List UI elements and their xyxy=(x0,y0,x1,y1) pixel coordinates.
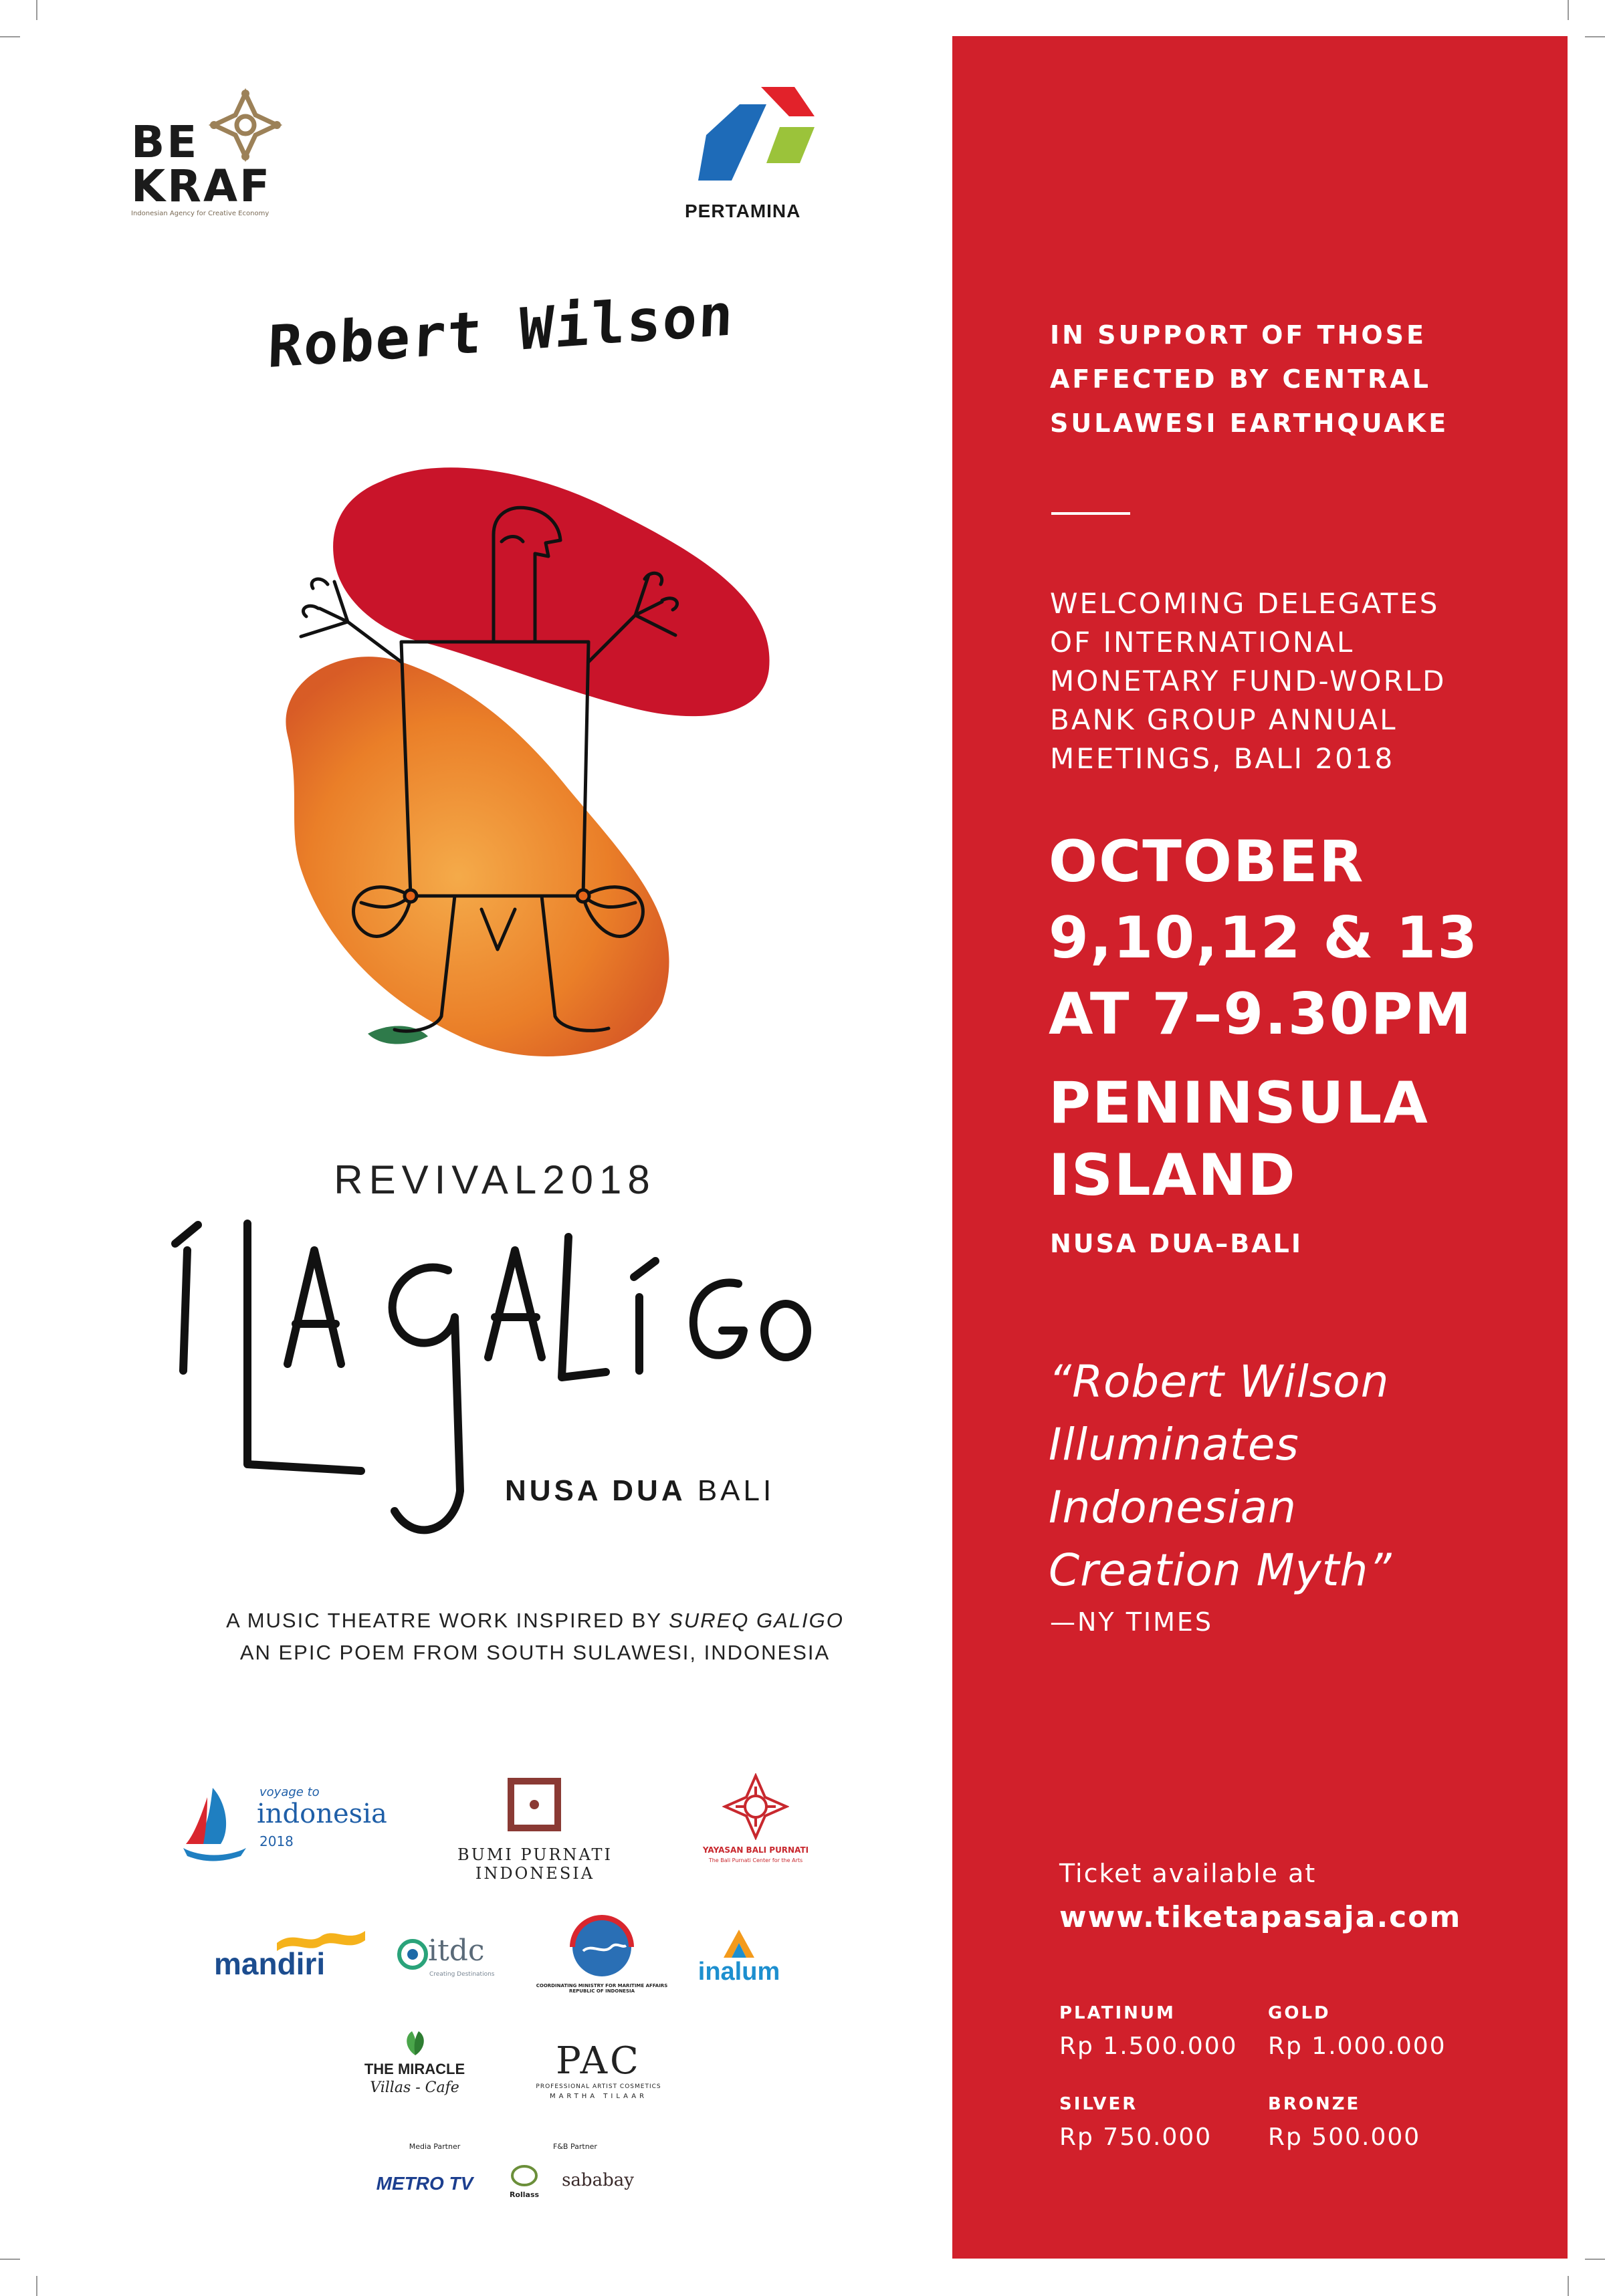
metro-tv-name: METRO TV xyxy=(376,2173,473,2194)
pac-subtitle-1: PROFESSIONAL ARTIST COSMETICS xyxy=(536,2083,661,2090)
description-line-2: AN EPIC POEM FROM SOUTH SULAWESI, INDONESIA xyxy=(239,1641,831,1664)
itdc-mark-icon xyxy=(396,1938,429,1971)
bekraf-logo-line1: BE xyxy=(131,116,199,168)
tier-name: BRONZE xyxy=(1268,2094,1361,2114)
bekraf-ornament-icon xyxy=(209,88,282,162)
inalum-mark-icon xyxy=(722,1928,756,1959)
ticket-label: Ticket available at xyxy=(1059,1859,1317,1888)
venue-line: PENINSULA xyxy=(1049,1070,1429,1137)
tier-price: Rp 1.000.000 xyxy=(1268,2033,1447,2060)
description-italic: SUREQ GALIGO xyxy=(669,1609,844,1632)
support-line: AFFECTED BY CENTRAL xyxy=(1050,364,1431,394)
tier-name: SILVER xyxy=(1059,2094,1138,2114)
ticket-tier-bronze xyxy=(1268,2094,1420,2151)
welcome-line: OF INTERNATIONAL xyxy=(1050,626,1355,659)
itdc-logo xyxy=(396,1934,503,1987)
tier-price: Rp 500.000 xyxy=(1268,2123,1421,2151)
date-line: 9,10,12 & 13 xyxy=(1049,905,1479,971)
support-line: SULAWESI EARTHQUAKE xyxy=(1050,409,1449,438)
mandiri-logo xyxy=(214,1926,368,1979)
title-location-rest: BALI xyxy=(685,1474,775,1507)
date-line: OCTOBER xyxy=(1049,828,1365,895)
bumi-purnati-logo xyxy=(395,1776,675,1883)
crop-mark xyxy=(1585,36,1605,37)
itdc-subtitle: Creating Destinations xyxy=(429,1971,495,1978)
pac-logo xyxy=(522,2039,675,2099)
yayasan-ornament-icon xyxy=(722,1773,789,1840)
tier-name: GOLD xyxy=(1268,2003,1331,2023)
maritime-ministry-name: COORDINATING MINISTRY FOR MARITIME AFFAIRS REPUBLIC OF INDONESIA xyxy=(536,1983,668,1994)
bumi-purnati-mark-icon xyxy=(506,1776,563,1833)
yayasan-bali-purnati-logo xyxy=(696,1773,816,1873)
crop-mark xyxy=(0,2259,20,2260)
fb-partner-label: F&B Partner xyxy=(553,2142,597,2151)
artist-signature: Robert Wilson xyxy=(266,281,736,382)
tier-price: Rp 750.000 xyxy=(1059,2123,1212,2151)
tier-name: PLATINUM xyxy=(1059,2003,1176,2023)
ticket-tier-silver xyxy=(1059,2094,1212,2151)
orange-brush-stroke xyxy=(286,657,669,1056)
bekraf-logo-line2: KRAF xyxy=(131,160,272,212)
venue-line: ISLAND xyxy=(1049,1142,1297,1209)
crop-mark xyxy=(1568,2276,1569,2296)
divider xyxy=(1051,512,1130,515)
quote-line: “Robert Wilson xyxy=(1049,1356,1390,1407)
press-quote xyxy=(1049,1351,1530,1602)
show-description xyxy=(134,1605,936,1669)
the-miracle-line1: THE MIRACLE xyxy=(364,2061,465,2077)
metro-tv-logo xyxy=(368,2173,481,2200)
sailboat-icon xyxy=(181,1784,247,1861)
earthquake-support-text xyxy=(1050,313,1518,445)
description-prefix: A MUSIC THEATRE WORK INSPIRED BY xyxy=(226,1609,669,1632)
title-location-bold: NUSA DUA xyxy=(505,1474,686,1507)
leaf-icon xyxy=(399,2029,432,2058)
mandiri-name: mandiri xyxy=(214,1946,326,1981)
welcome-line: BANK GROUP ANNUAL xyxy=(1050,703,1398,736)
venue-location: NUSA DUA–BALI xyxy=(1050,1229,1303,1258)
support-line: IN SUPPORT OF THOSE xyxy=(1050,320,1426,350)
revival-label: REVIVAL2018 xyxy=(334,1157,656,1202)
rollass-name: Rollass xyxy=(509,2190,540,2199)
ticket-link[interactable]: www.tiketapasaja.com xyxy=(1059,1900,1462,1934)
crop-mark xyxy=(0,36,20,37)
welcome-line: WELCOMING DELEGATES xyxy=(1050,587,1440,620)
the-miracle-line2: Villas - Cafe xyxy=(370,2079,459,2096)
inalum-logo xyxy=(689,1928,789,1988)
voyage-line1: voyage to xyxy=(259,1785,320,1799)
event-venue xyxy=(1049,1067,1530,1212)
pac-name: PAC xyxy=(556,2039,641,2083)
quote-source: —NY TIMES xyxy=(1050,1607,1214,1637)
voyage-line2: indonesia xyxy=(257,1799,387,1829)
figure-illustration xyxy=(261,441,796,1070)
ticket-tier-platinum xyxy=(1059,2003,1238,2060)
rollass-logo xyxy=(504,2164,544,2206)
welcome-line: MEETINGS, BALI 2018 xyxy=(1050,742,1395,775)
crop-mark xyxy=(1585,2259,1605,2260)
quote-line: Illuminates xyxy=(1049,1419,1299,1470)
quote-line: Indonesian xyxy=(1049,1482,1297,1533)
event-date xyxy=(1049,824,1530,1052)
pac-subtitle-2: MARTHA TILAAR xyxy=(549,2093,648,2100)
maritime-globe-icon xyxy=(568,1914,635,1980)
voyage-indonesia-logo xyxy=(181,1778,387,1865)
show-title-logo xyxy=(160,1197,816,1571)
pertamina-logo xyxy=(682,84,829,225)
bumi-purnati-name: BUMI PURNATI INDONESIA xyxy=(457,1845,613,1883)
welcome-text xyxy=(1050,584,1518,778)
sababay-logo xyxy=(558,2170,638,2197)
crop-mark xyxy=(36,0,37,20)
bekraf-logo xyxy=(131,92,285,226)
yayasan-name: YAYASAN BALI PURNATI xyxy=(702,1845,809,1855)
crop-mark xyxy=(36,2276,37,2296)
maritime-ministry-logo xyxy=(535,1914,669,2000)
itdc-name: itdc xyxy=(428,1934,485,1968)
the-miracle-logo xyxy=(348,2029,481,2102)
pertamina-mark-icon xyxy=(687,84,821,191)
voyage-line3: 2018 xyxy=(259,1833,294,1849)
ticket-tier-gold xyxy=(1268,2003,1447,2060)
sababay-name: sababay xyxy=(562,2170,634,2190)
quote-line: Creation Myth” xyxy=(1049,1544,1392,1596)
pertamina-name: PERTAMINA xyxy=(685,201,801,221)
crop-mark xyxy=(1568,0,1569,20)
description-line-1 xyxy=(134,1605,936,1637)
date-line: AT 7–9.30PM xyxy=(1049,981,1473,1048)
tier-price: Rp 1.500.000 xyxy=(1059,2033,1238,2060)
bekraf-tagline: Indonesian Agency for Creative Economy xyxy=(131,210,270,217)
welcome-line: MONETARY FUND-WORLD xyxy=(1050,665,1447,697)
inalum-name: inalum xyxy=(698,1958,780,1986)
rollass-mark-icon xyxy=(511,2164,538,2188)
media-partner-label: Media Partner xyxy=(409,2142,461,2151)
yayasan-subtitle: The Bali Purnati Center for the Arts xyxy=(708,1857,803,1863)
title-location xyxy=(505,1474,774,1508)
